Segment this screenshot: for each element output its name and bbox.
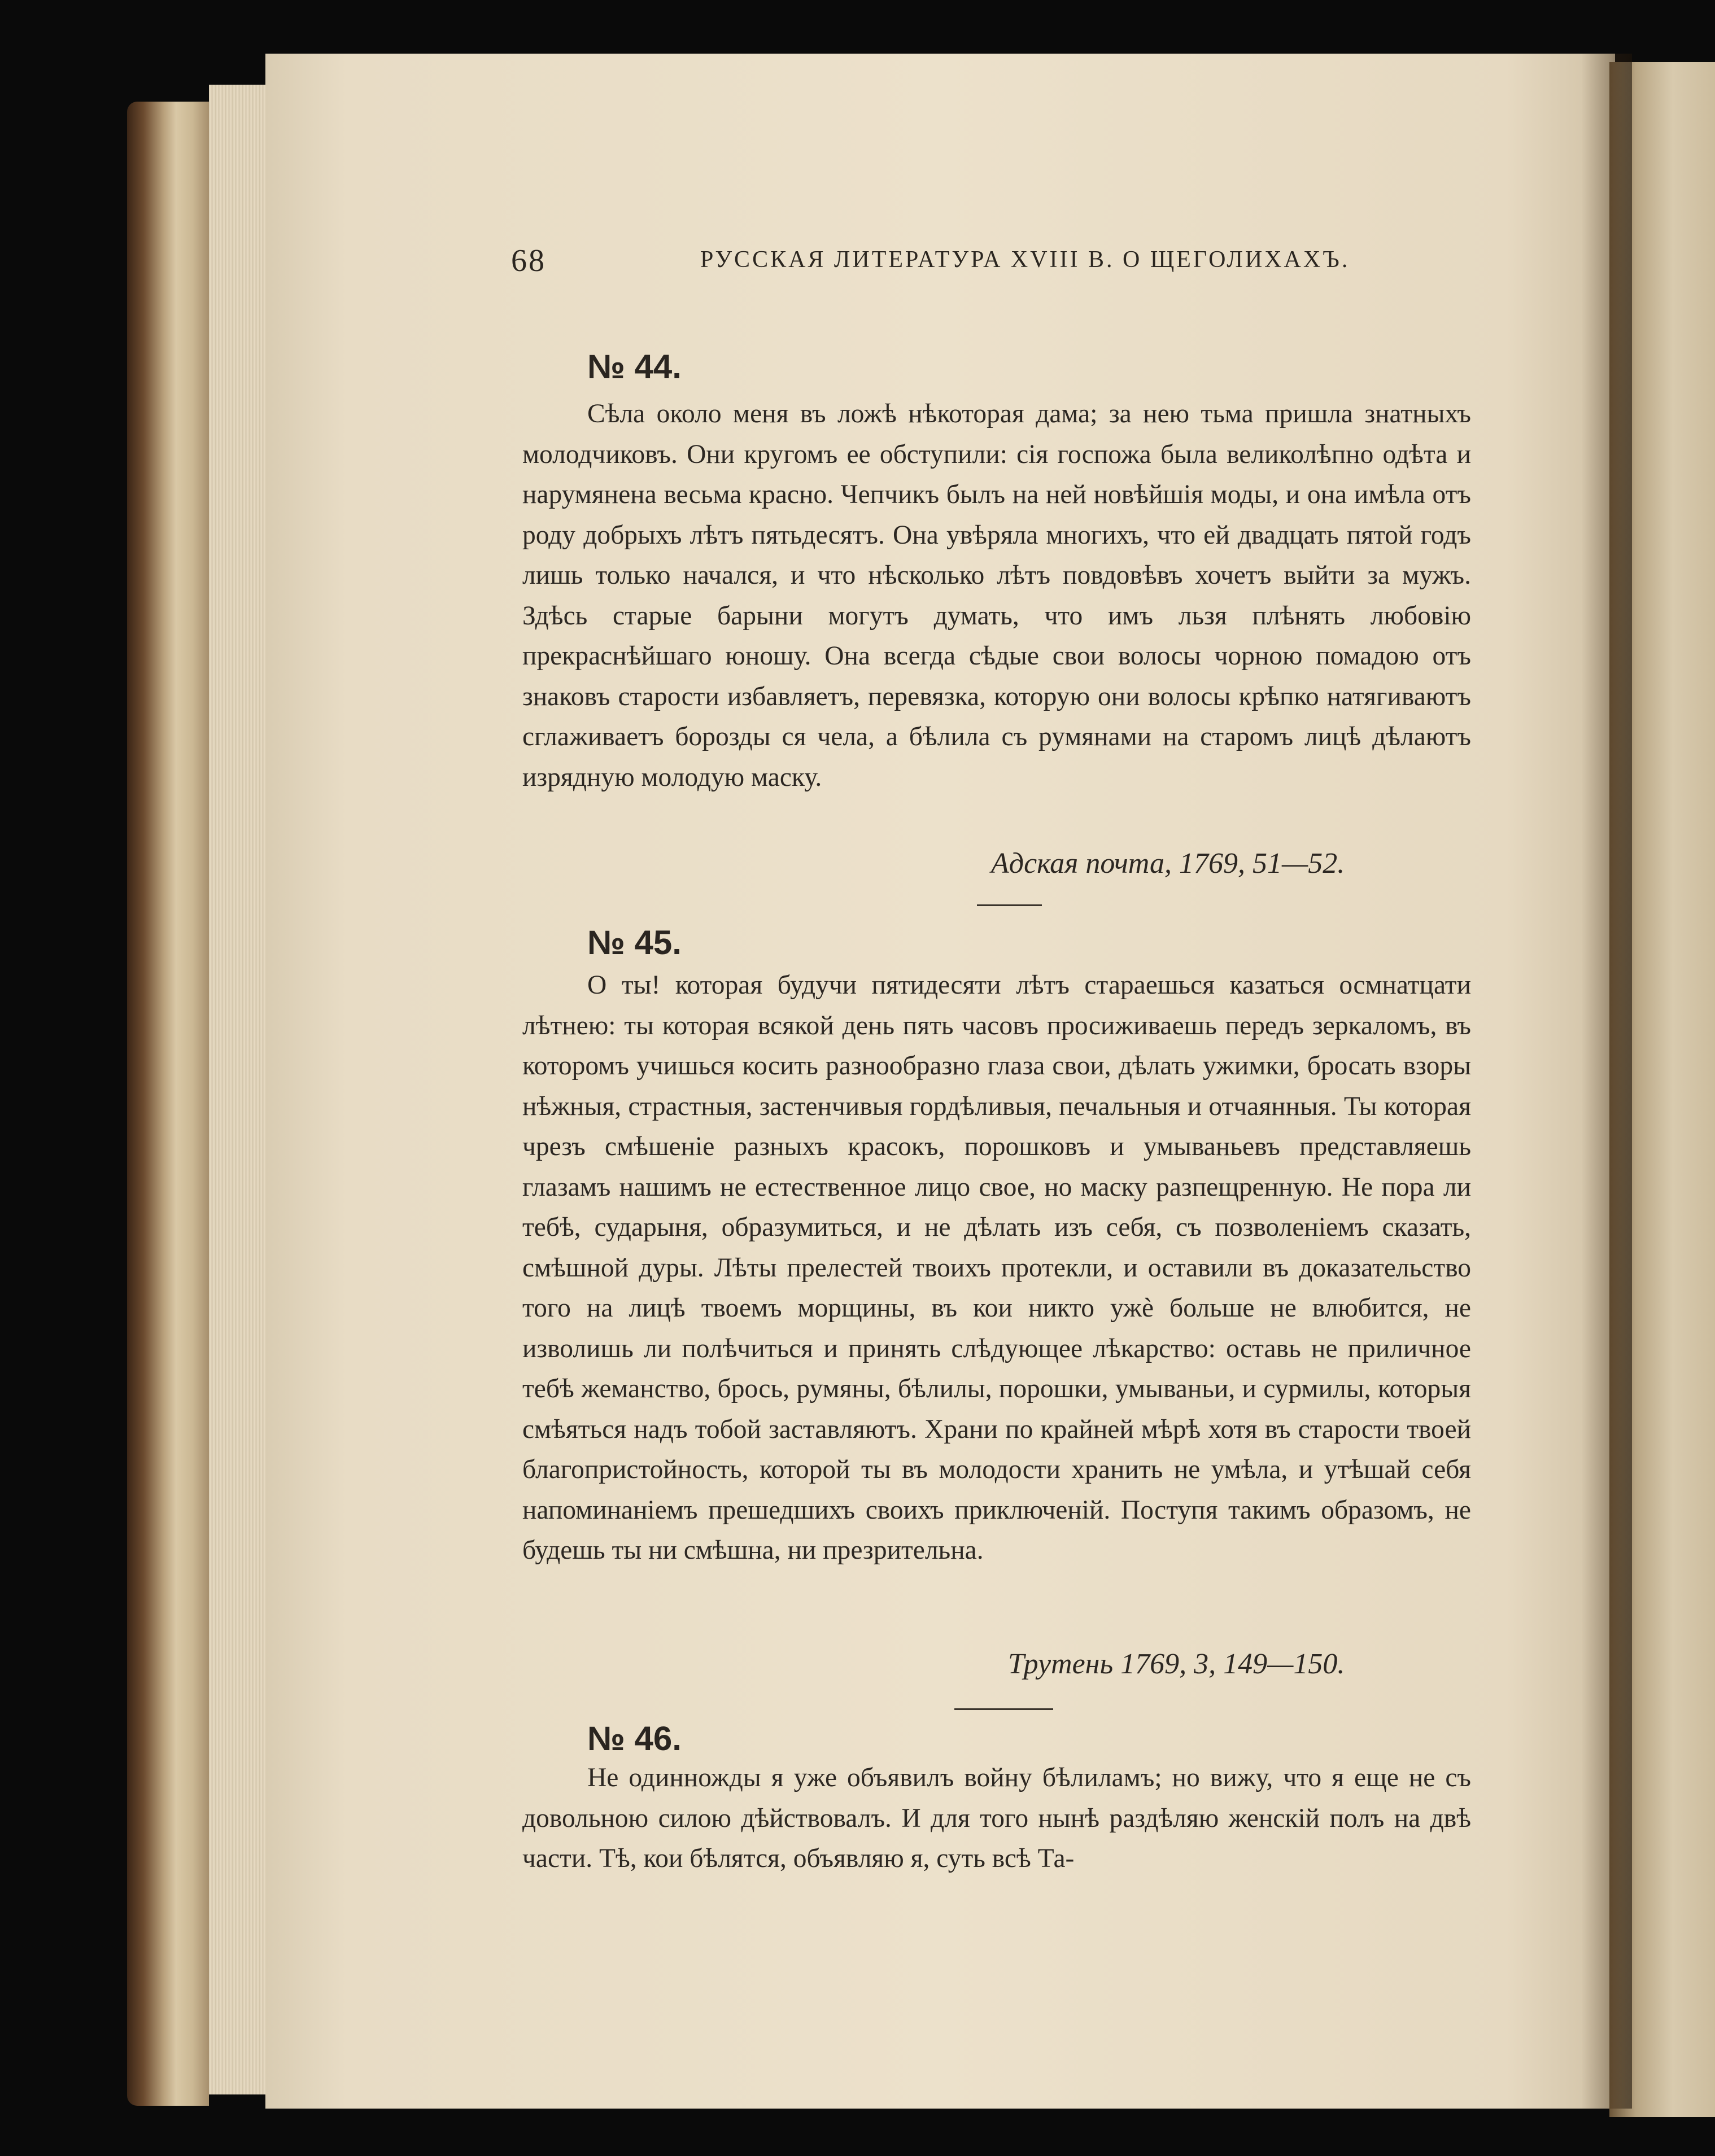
entry-source-44: Адская почта, 1769, 51—52. <box>991 847 1345 880</box>
entry-text-46: Не одинножды я уже объявилъ войну бѣлиламъ; но вижу, что я еще не съ довольною силою дѣйствовалъ. И для того нынѣ раздѣляю женскій полъ на двѣ части. Тѣ, кои бѣлятся, объявляю я, суть всѣ Та- <box>522 1763 1471 1873</box>
entry-number-44: № 44. <box>587 348 682 386</box>
gutter-shadow <box>1581 54 1632 2109</box>
entry-source-45: Трутень 1769, 3, 149—150. <box>1008 1648 1345 1680</box>
book-cover-edge <box>127 102 209 2106</box>
running-title: РУССКАЯ ЛИТЕРАТУРА XVIII В. О ЩЕГОЛИХАХЪ. <box>700 247 1350 273</box>
entry-text-44: Сѣла около меня въ ложѣ нѣкоторая дама; за нею тьма пришла знатныхъ молодчиковъ. Они кругомъ ее обступили: сія госпожа была великолѣпно одѣта и нарумянена весьма красно. Чепчикъ былъ на ней новѣйшія моды, и она имѣла отъ роду добрыхъ лѣтъ пятьдесятъ. Она увѣряла многихъ, что ей двадцать пятой годъ лишь только начался, и что нѣсколько лѣтъ повдовѣвъ хочетъ выйти за мужъ. Здѣсь старые барыни могутъ думать, что имъ льзя плѣнять любовію прекраснѣйшаго юношу. Она всегда сѣдые свои волосы чорною помадою отъ знаковъ старости избавляетъ, перевязка, которую они волосы крѣпко натягиваютъ сглаживаетъ борозды ся чела, а бѣлила съ румянами на старомъ лицѣ дѣлаютъ изрядную молодую маску. <box>522 399 1471 792</box>
page-number: 68 <box>511 243 546 278</box>
entry-number-45: № 45. <box>587 924 682 961</box>
page-stack-edge <box>209 85 271 2094</box>
section-divider <box>954 1708 1053 1710</box>
entry-number-46: № 46. <box>587 1720 682 1757</box>
entry-text-45: О ты! которая будучи пятидесяти лѣтъ стараешься казаться осмнатцати лѣтнею: ты которая всякой день пять часовъ просиживаешь передъ зеркаломъ, въ которомъ учишься косить разнообразно глаза свои, дѣлать ужимки, бросать взоры нѣжныя, страстныя, застенчивыя гордѣливыя, печальныя и отчаянныя. Ты которая чрезъ смѣшеніе разныхъ красокъ, порошковъ и умываньевъ представляешь глазамъ нашимъ не естественное лицо свое, но маску разпещренную. Не пора ли тебѣ, сударыня, образумиться, и не дѣлать изъ себя, съ позволеніемъ сказать, смѣшной дуры. Лѣты прелестей твоихъ протекли, и оставили въ доказательство того на лицѣ твоемъ морщины, въ кои никто ужѐ больше не влюбится, не изволишь ли полѣчиться и принять слѣдующее лѣкарство: оставь не приличное тебѣ жеманство, брось, румяны, бѣлилы, порошки, умываньи, и сурмилы, которыя смѣяться надъ тобой заставляютъ. Храни по крайней мѣрѣ хотя въ старости твоей благопристойность, которой ты въ молодости хранить не умѣла, и утѣшай себя напоминаніемъ прешедшихъ своихъ приключеній. Поступя такимъ образомъ, не будешь ты ни смѣшна, ни презрительна. <box>522 970 1471 1565</box>
section-divider <box>977 904 1042 906</box>
